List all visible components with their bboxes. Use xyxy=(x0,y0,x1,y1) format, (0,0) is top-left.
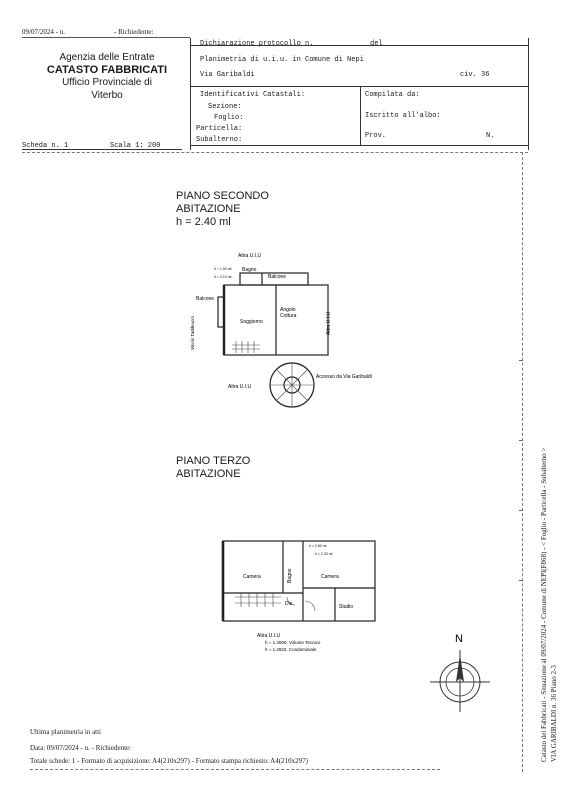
floor3-label-dis: Dis xyxy=(285,601,293,607)
floor2-label-vicolo: Vicolo Taddeucci xyxy=(190,316,195,350)
floor3-label-studio: Studio xyxy=(339,604,354,610)
scheda-number: Scheda n. 1 xyxy=(22,142,69,150)
floor3-label-other: Altra U.I.U xyxy=(257,633,281,639)
protocol-label: Dichiarazione protocollo n. xyxy=(200,40,314,48)
floor2-label-other-top: Altra U.I.U xyxy=(238,253,262,259)
cadastral-header: Identificativi Catastali: xyxy=(200,91,306,99)
floor3-note-2: h = 1.2822, Condominiale xyxy=(265,647,317,652)
compiled-num: N. xyxy=(486,132,495,140)
floor2-header xyxy=(176,190,269,229)
floor2-label-h1: h = 1.90 ml xyxy=(214,267,232,271)
floor2-label-other-bottom: Altra U.I.U xyxy=(228,384,252,390)
agency-name: Agenzia delle Entrate xyxy=(59,52,155,63)
floor3-label-h-top: h = 2.60 ml xyxy=(309,544,327,548)
floor2-label-access: Accesso da Via Garibaldi xyxy=(316,374,372,380)
floor3-name: PIANO TERZO xyxy=(176,455,251,467)
floor3-note-1: h = 1.4000, Volume Tecnico xyxy=(265,640,321,645)
top-strip-requester: - Richiedente: xyxy=(114,28,154,36)
compiled-by: Compilata da: xyxy=(365,91,420,99)
top-strip-date: 09/07/2024 - n. xyxy=(22,28,65,36)
north-arrow xyxy=(425,632,495,714)
floor3-label-camera-right: Camera xyxy=(321,574,339,580)
floor3-label-h-mid: h = 2.20 ml xyxy=(315,552,333,556)
protocol-del: del xyxy=(370,40,383,48)
north-label: N xyxy=(455,633,463,645)
floor2-name: PIANO SECONDO xyxy=(176,190,269,202)
scheda-scale: Scala 1: 200 xyxy=(110,142,161,150)
floor3-header xyxy=(176,455,250,481)
agency-catasto: CATASTO FABBRICATI xyxy=(46,64,168,76)
agency-block xyxy=(22,52,192,103)
floor2-label-balcone-right: Balcone xyxy=(268,274,287,280)
floor2-plan xyxy=(180,245,372,415)
compiled-register: Iscritto all'albo: xyxy=(365,112,441,120)
declaration-title: Planimetria di u.i.u. in Comune di Nepi xyxy=(200,56,364,64)
agency-office: Ufficio Provinciale di xyxy=(62,77,152,88)
footer-line-1: Ultima planimetria in atti xyxy=(30,728,101,736)
floor2-label-balcone-left: Balcone xyxy=(196,296,215,302)
floor3-label-camera-left: Camera xyxy=(243,574,261,580)
floor3-label-bagno: Bagno xyxy=(287,568,293,583)
floor2-label-h2: h = 2.10 ml xyxy=(214,275,232,279)
floor2-use: ABITAZIONE xyxy=(176,203,241,215)
footer-line-2: Data: 09/07/2024 - n. - Richiedente: xyxy=(30,744,132,752)
side-text-1: Catasto dei Fabbricati - Situazione al 09/07/2024 - Comune di NEPI(F868) - < Foglio - Particella - Subalterno > xyxy=(540,447,548,762)
floor2-label-cottura: Cottura xyxy=(280,313,297,319)
floor3-plan xyxy=(215,533,385,658)
floor2-label-other-right: Altra U.I.U xyxy=(326,311,332,335)
floor2-label-soggiorno: Soggiorno xyxy=(240,319,263,325)
cadastral-sheet: Foglio: xyxy=(214,114,244,122)
cadastral-parcel: Particella: xyxy=(196,125,243,133)
floor3-use: ABITAZIONE xyxy=(176,468,241,480)
floor2-label-angolo: Angolo xyxy=(280,307,296,313)
floor2-height: h = 2.40 ml xyxy=(176,216,231,228)
floor2-label-bagno: Bagno xyxy=(242,267,257,273)
cadastral-section: Sezione: xyxy=(208,103,242,111)
compiled-prov: Prov. xyxy=(365,132,387,140)
footer-line-3: Totale schede: 1 - Formato di acquisizione: A4(210x297) - Formato stampa richiesto: A4(210x297) xyxy=(30,757,308,765)
declaration-street: Via Garibaldi xyxy=(200,71,255,79)
cadastral-sub: Subalterno: xyxy=(196,136,243,144)
declaration-civic: civ. 36 xyxy=(460,71,490,79)
side-text-2: VIA GARIBALDI n. 36 Piano 2-3 xyxy=(550,665,558,762)
agency-city: Viterbo xyxy=(91,90,123,101)
